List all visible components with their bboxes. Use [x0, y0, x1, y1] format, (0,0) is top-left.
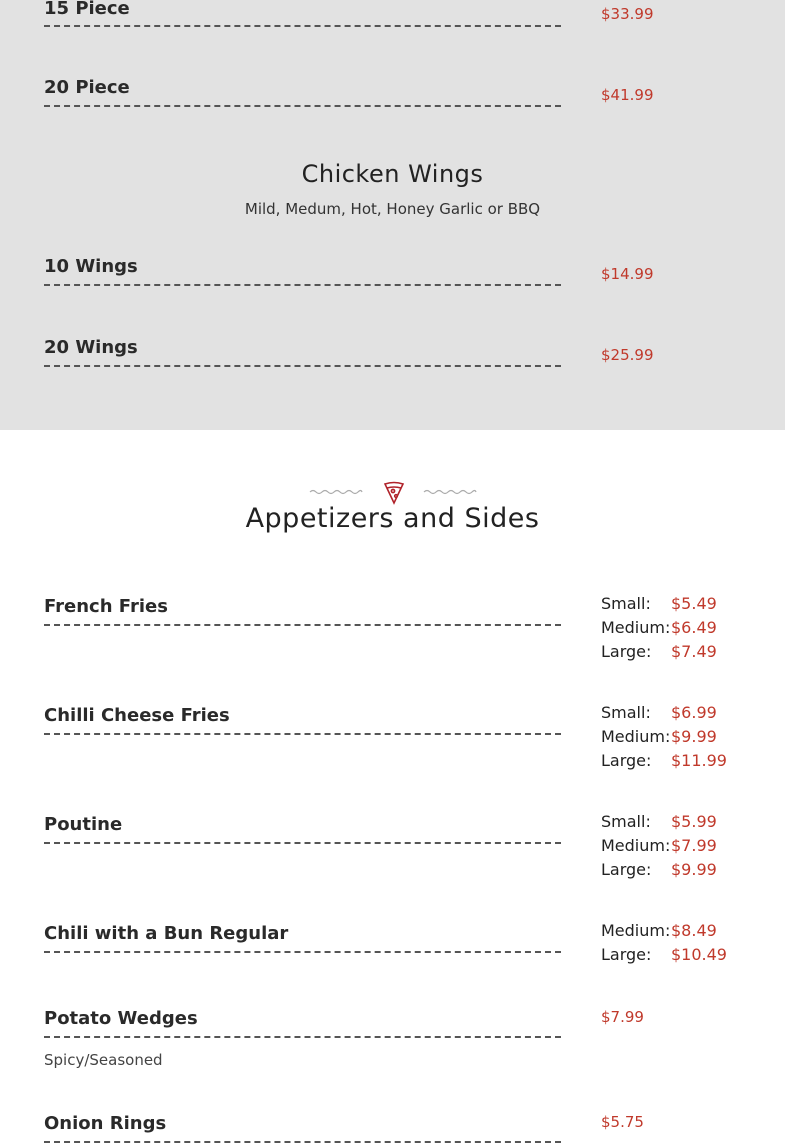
size-price: $6.49 — [671, 618, 717, 637]
dotted-divider — [44, 842, 561, 844]
size-label: Medium: — [601, 836, 671, 855]
item-name: 15 Piece — [44, 0, 130, 19]
size-label: Large: — [601, 860, 652, 879]
dotted-divider — [44, 733, 561, 735]
size-price: $7.49 — [671, 642, 717, 661]
size-row — [601, 592, 717, 616]
size-row — [601, 701, 727, 725]
dotted-divider — [44, 1036, 561, 1038]
dotted-divider — [44, 25, 561, 27]
size-row — [601, 943, 727, 967]
size-label: Large: — [601, 945, 652, 964]
section-subtitle: Mild, Medum, Hot, Honey Garlic or BBQ — [244, 200, 541, 218]
size-row — [601, 749, 727, 773]
size-price: $9.99 — [671, 727, 717, 746]
size-label: Large: — [601, 751, 652, 770]
item-name: Potato Wedges — [44, 1008, 198, 1029]
item-name: Chilli Cheese Fries — [44, 705, 230, 726]
wave-right-ornament — [424, 491, 476, 494]
size-label: Medium: — [601, 921, 671, 940]
dotted-divider — [44, 284, 561, 286]
item-description: Spicy/Seasoned — [44, 1051, 163, 1069]
dotted-divider — [44, 365, 561, 367]
size-price: $9.99 — [671, 860, 717, 879]
size-row — [601, 616, 717, 640]
size-price: $5.49 — [671, 594, 717, 613]
size-price: $10.49 — [671, 945, 727, 964]
item-price: $7.99 — [601, 1008, 644, 1026]
item-name: Onion Rings — [44, 1113, 167, 1134]
item-name: 10 Wings — [44, 256, 138, 277]
item-name: Poutine — [44, 814, 123, 835]
section-title: Chicken Wings — [301, 160, 484, 188]
size-label: Small: — [601, 812, 651, 831]
size-label: Small: — [601, 703, 651, 722]
size-row — [601, 810, 717, 834]
size-price-list — [601, 701, 727, 773]
size-price: $6.99 — [671, 703, 717, 722]
size-row — [601, 858, 717, 882]
pizza-slice-icon — [385, 483, 403, 504]
size-price: $7.99 — [671, 836, 717, 855]
item-price: $5.75 — [601, 1113, 644, 1131]
size-price: $11.99 — [671, 751, 727, 770]
size-label: Medium: — [601, 727, 671, 746]
size-label: Large: — [601, 642, 652, 661]
dotted-divider — [44, 624, 561, 626]
item-name: French Fries — [44, 596, 168, 617]
size-label: Small: — [601, 594, 651, 613]
size-row — [601, 640, 717, 664]
size-row — [601, 725, 727, 749]
item-name: Chili with a Bun Regular — [44, 923, 289, 944]
section-title: Appetizers and Sides — [245, 503, 540, 534]
item-price: $33.99 — [601, 5, 654, 23]
item-price: $25.99 — [601, 346, 654, 364]
size-price-list — [601, 919, 727, 967]
size-row — [601, 834, 717, 858]
item-name: 20 Wings — [44, 337, 138, 358]
size-price-list — [601, 810, 717, 882]
dotted-divider — [44, 951, 561, 953]
item-price: $14.99 — [601, 265, 654, 283]
size-label: Medium: — [601, 618, 671, 637]
size-row — [601, 919, 727, 943]
wave-left-ornament — [310, 491, 362, 494]
item-name: 20 Piece — [44, 77, 130, 98]
item-price: $41.99 — [601, 86, 654, 104]
size-price: $5.99 — [671, 812, 717, 831]
size-price: $8.49 — [671, 921, 717, 940]
size-price-list — [601, 592, 717, 664]
dotted-divider — [44, 105, 561, 107]
